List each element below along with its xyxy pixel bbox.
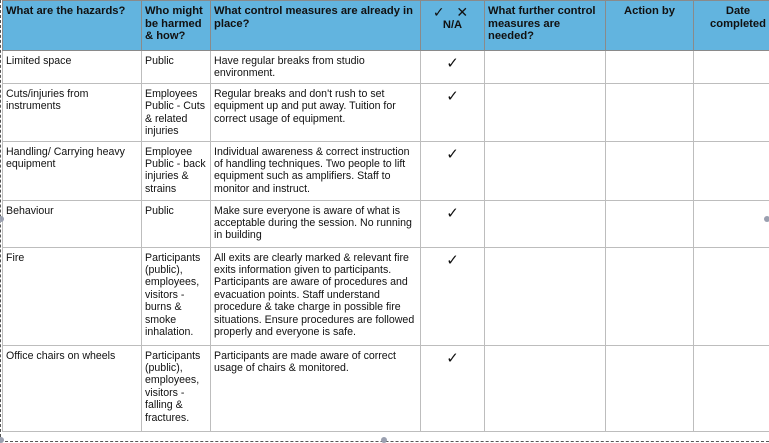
header-control-measures: What control measures are already in place? xyxy=(211,1,421,51)
control-cell: Participants are made aware of correct usage of chairs & monitored. xyxy=(211,345,421,431)
header-status xyxy=(421,1,485,51)
header-date-completed: Date completed xyxy=(694,1,769,51)
control-cell: Make sure everyone is aware of what is acceptable during the session. No running in building xyxy=(211,200,421,247)
hazard-cell: Cuts/injuries from instruments xyxy=(3,84,142,142)
hazard-cell: Limited space xyxy=(3,51,142,84)
table-row xyxy=(3,345,769,431)
checkmark-icon: ✓ xyxy=(421,345,485,431)
table-row xyxy=(3,51,769,84)
header-further-measures: What further control measures are needed? xyxy=(485,1,606,51)
further-cell xyxy=(485,51,606,84)
checkmark-icon: ✓ xyxy=(421,200,485,247)
resize-handle-right[interactable] xyxy=(764,216,769,222)
action-by-cell xyxy=(606,141,694,200)
resize-handle-bottom-left[interactable] xyxy=(0,437,4,443)
date-completed-cell xyxy=(694,200,769,247)
action-by-cell xyxy=(606,51,694,84)
action-by-cell xyxy=(606,247,694,345)
who-cell: Participants (public), employees, visitors - falling & fractures. xyxy=(142,345,211,431)
header-na: N/A xyxy=(443,19,462,31)
table-row xyxy=(3,141,769,200)
date-completed-cell xyxy=(694,247,769,345)
checkmark-icon: ✓ xyxy=(421,84,485,142)
date-completed-cell xyxy=(694,141,769,200)
control-cell: Regular breaks and don't rush to set equipment up and put away. Tuition for correct usage of equipment. xyxy=(211,84,421,142)
date-completed-cell xyxy=(694,345,769,431)
action-by-cell xyxy=(606,200,694,247)
header-action-by: Action by xyxy=(606,1,694,51)
checkmark-icon: ✓ xyxy=(421,141,485,200)
header-row xyxy=(3,1,769,51)
header-who-harmed: Who might be harmed & how? xyxy=(142,1,211,51)
further-cell xyxy=(485,345,606,431)
date-completed-cell xyxy=(694,84,769,142)
checkmark-icon: ✓ xyxy=(421,51,485,84)
action-by-cell xyxy=(606,84,694,142)
further-cell xyxy=(485,84,606,142)
who-cell: Employees Public - Cuts & related injuries xyxy=(142,84,211,142)
hazard-cell: Office chairs on wheels xyxy=(3,345,142,431)
who-cell: Employee Public - back injuries & strains xyxy=(142,141,211,200)
checkmark-icon: ✓ xyxy=(421,247,485,345)
control-cell: Individual awareness & correct instruction of handling techniques. Two people to lift equipment such as amplifiers. Staff to monitor and instruct. xyxy=(211,141,421,200)
action-by-cell xyxy=(606,345,694,431)
table-row xyxy=(3,84,769,142)
hazard-cell: Behaviour xyxy=(3,200,142,247)
control-cell: Have regular breaks from studio environment. xyxy=(211,51,421,84)
table-row xyxy=(3,247,769,345)
hazard-cell: Fire xyxy=(3,247,142,345)
control-cell: All exits are clearly marked & relevant fire exits information given to participants. Participants are aware of procedures and evacuation points. Staff understand procedure & take charge in possible fire situations. Ensure procedures are followed properly and everyone is safe. xyxy=(211,247,421,345)
hazard-cell: Handling/ Carrying heavy equipment xyxy=(3,141,142,200)
further-cell xyxy=(485,247,606,345)
resize-handle-bottom[interactable] xyxy=(381,437,387,443)
who-cell: Public xyxy=(142,200,211,247)
who-cell: Public xyxy=(142,51,211,84)
risk-assessment-table xyxy=(2,0,769,432)
who-cell: Participants (public), employees, visitors - burns & smoke inhalation. xyxy=(142,247,211,345)
further-cell xyxy=(485,141,606,200)
tick-cross-icon: ✓ ✕ xyxy=(424,5,481,19)
table-row xyxy=(3,200,769,247)
further-cell xyxy=(485,200,606,247)
date-completed-cell xyxy=(694,51,769,84)
header-hazards: What are the hazards? xyxy=(3,1,142,51)
